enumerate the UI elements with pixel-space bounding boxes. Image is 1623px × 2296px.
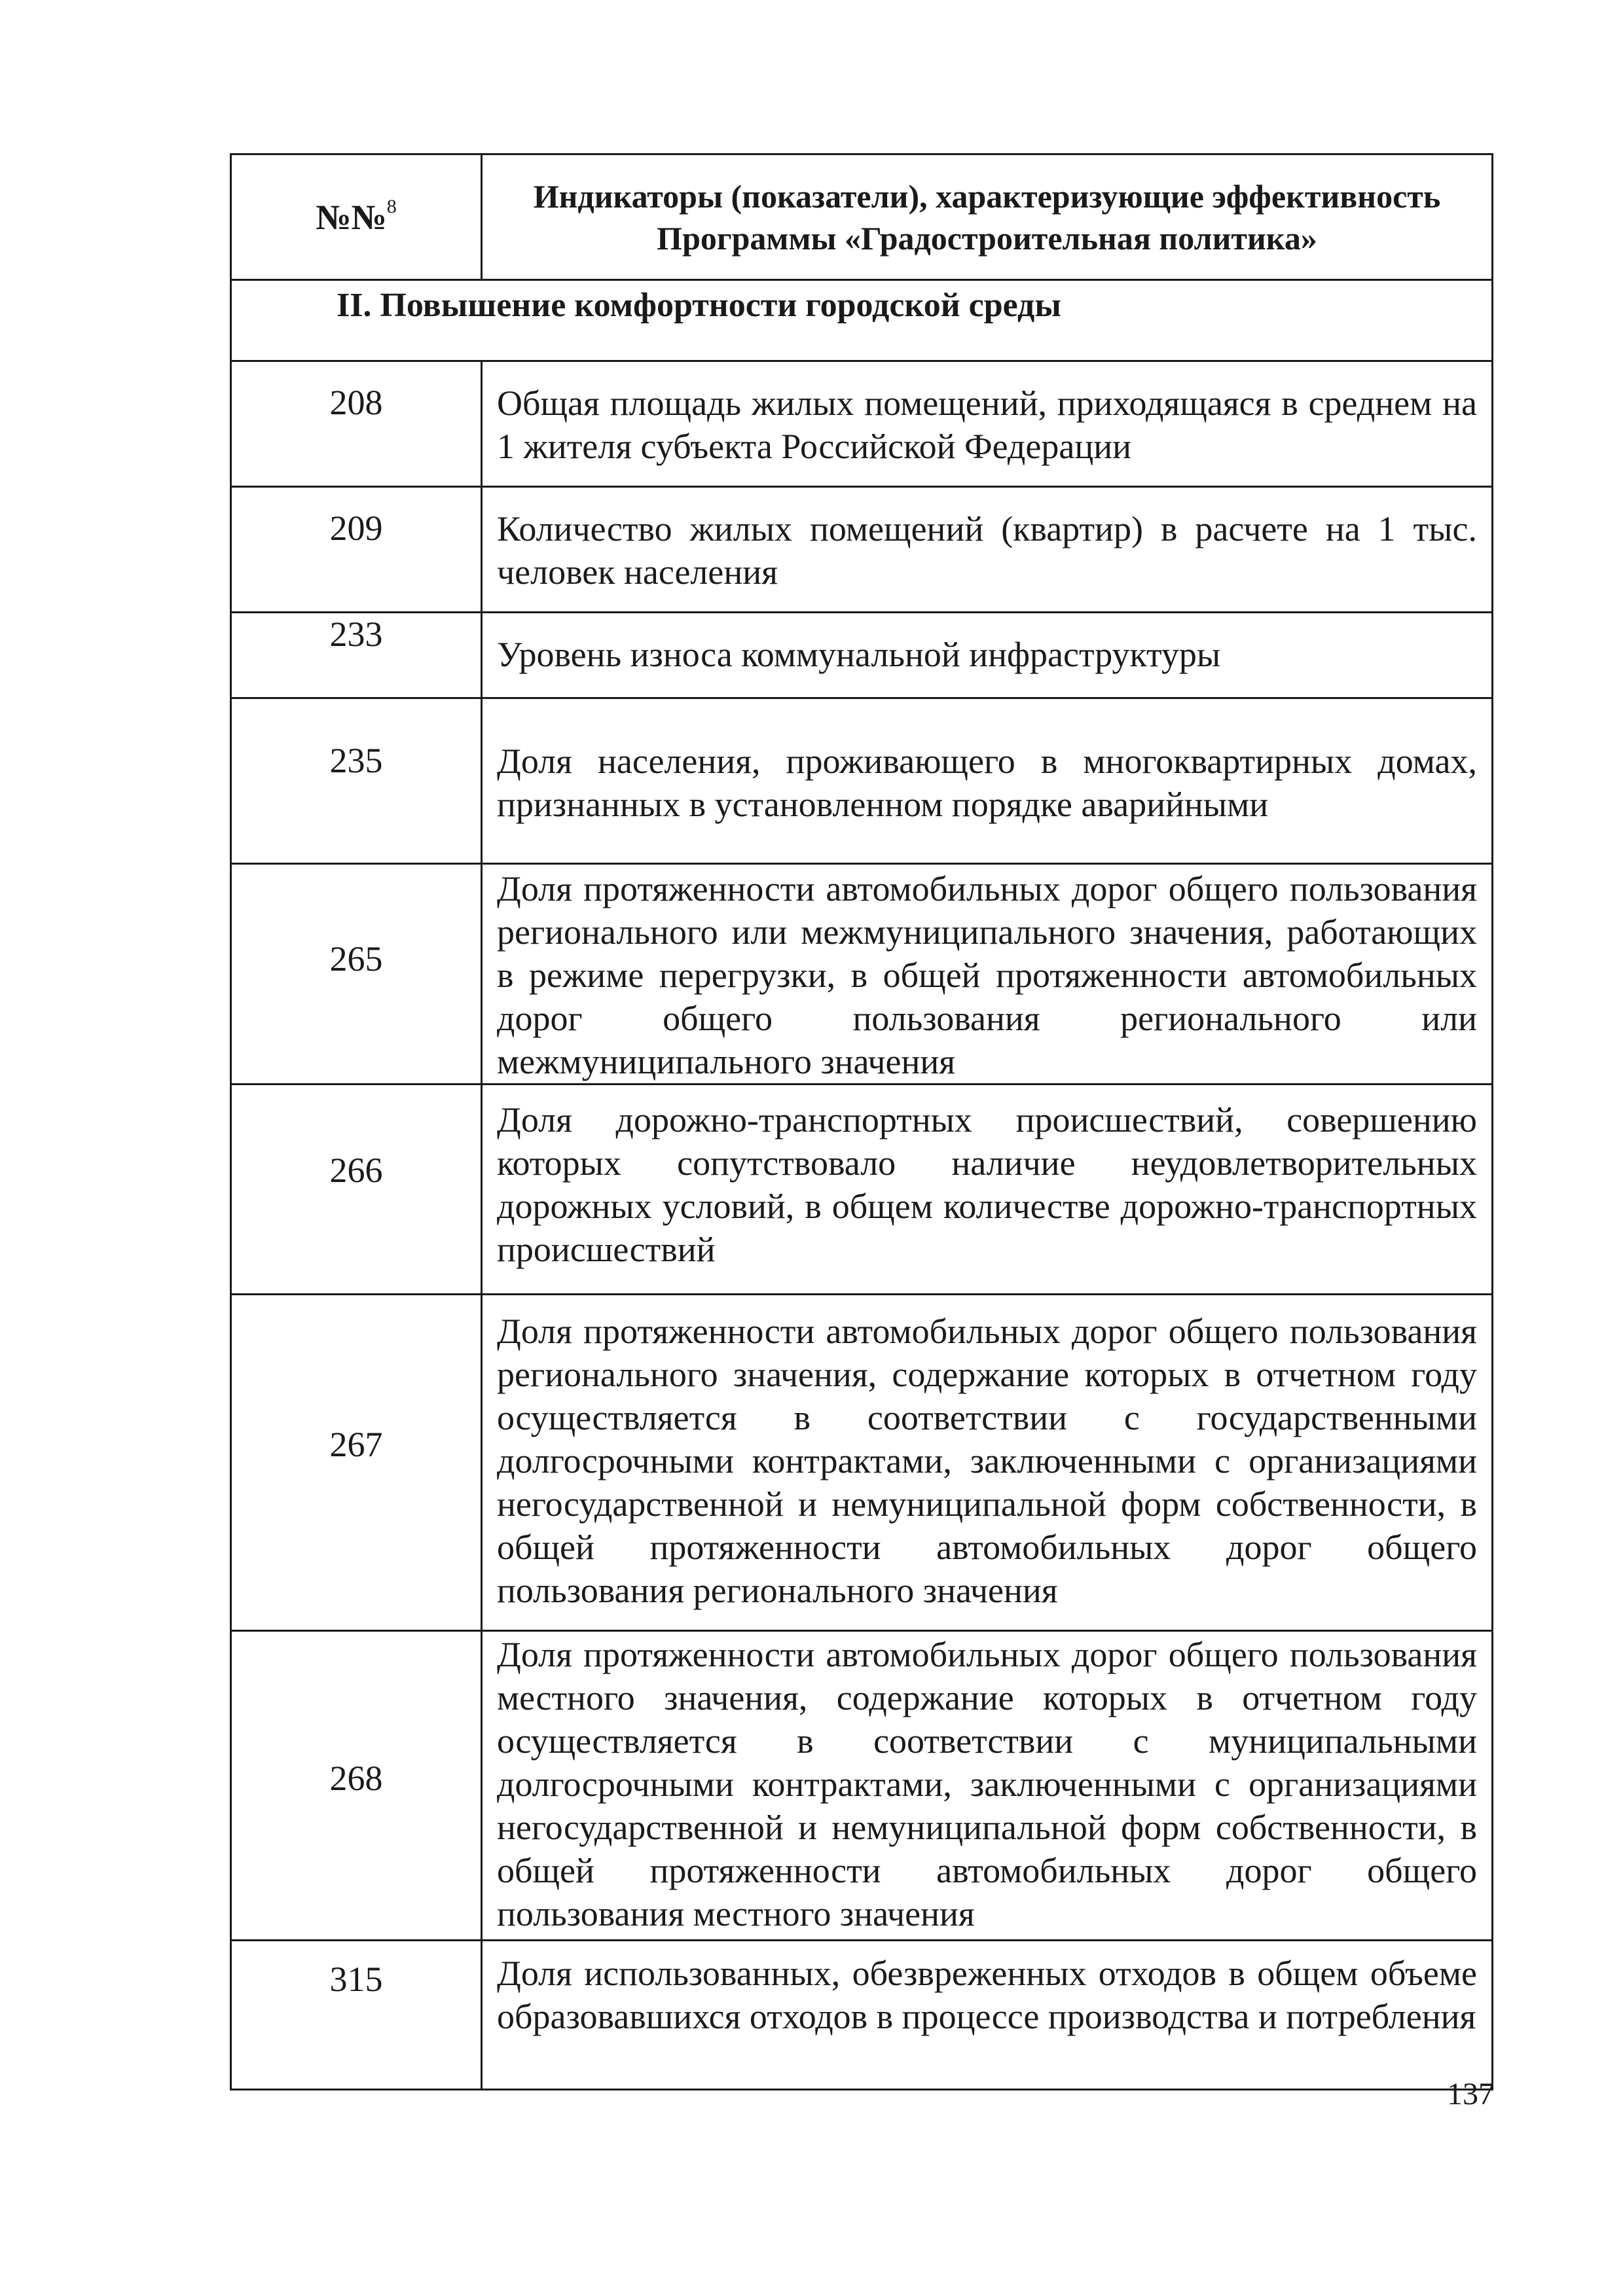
header-title: Индикаторы (показатели), характеризующие эффективность Программы «Градостроительная политика»	[533, 177, 1441, 257]
row-number: 315	[231, 1941, 482, 2090]
row-text: Количество жилых помещений (квартир) в расчете на 1 тыс. человек населения	[482, 487, 1493, 613]
row-number: 208	[231, 361, 482, 487]
section-row	[231, 280, 1493, 361]
row-text: Доля использованных, обезвреженных отходов в общем объеме образовавшихся отходов в процессе производства и потребления	[482, 1941, 1493, 2090]
row-number: 265	[231, 864, 482, 1085]
row-text: Общая площадь жилых помещений, приходящаяся в среднем на 1 жителя субъекта Российской Федерации	[482, 361, 1493, 487]
section-title: II. Повышение комфортности городской среды	[231, 280, 1493, 361]
page-number: 137	[1447, 2077, 1494, 2111]
row-number: 266	[231, 1085, 482, 1295]
row-text: Доля протяженности автомобильных дорог общего пользования местного значения, содержание которых в отчетном году осуществляется в соответствии с муниципальными долгосрочными контрактами, заключенными с организациями негосударственной и немуниципальной форм собственности, в общей протяженности автомобильных дорог общего пользования местного значения	[482, 1631, 1493, 1941]
indicators-table	[230, 153, 1493, 2090]
row-number: 209	[231, 487, 482, 613]
row-number: 267	[231, 1295, 482, 1631]
table-row	[231, 1941, 1493, 2090]
footnote-marker: 8	[386, 195, 397, 217]
row-number: 235	[231, 698, 482, 864]
row-number: 233	[231, 613, 482, 698]
table-row	[231, 613, 1493, 698]
table-header-row	[231, 154, 1493, 280]
table-row	[231, 698, 1493, 864]
row-text: Доля дорожно-транспортных происшествий, совершению которых сопутствовало наличие неудовлетворительных дорожных условий, в общем количестве дорожно-транспортных происшествий	[482, 1085, 1493, 1295]
row-number: 268	[231, 1631, 482, 1941]
table-row	[231, 1085, 1493, 1295]
table-row	[231, 864, 1493, 1085]
table-row	[231, 1295, 1493, 1631]
table-row	[231, 1631, 1493, 1941]
header-number-label: №№	[316, 197, 387, 237]
row-text: Доля протяженности автомобильных дорог общего пользования регионального или межмуниципального значения, работающих в режиме перегрузки, в общей протяженности автомобильных дорог общего пользования регионального или межмуниципального значения	[482, 864, 1493, 1085]
header-number-cell	[231, 154, 482, 280]
row-text: Доля протяженности автомобильных дорог общего пользования регионального значения, содержание которых в отчетном году осуществляется в соответствии с государственными долгосрочными контрактами, заключенными с организациями негосударственной и немуниципальной форм собственности, в общей протяженности автомобильных дорог общего пользования регионального значения	[482, 1295, 1493, 1631]
table-row	[231, 487, 1493, 613]
table-row	[231, 361, 1493, 487]
row-text: Уровень износа коммунальной инфраструктуры	[482, 613, 1493, 698]
header-title-cell	[482, 154, 1493, 280]
row-text: Доля населения, проживающего в многоквартирных домах, признанных в установленном порядке аварийными	[482, 698, 1493, 864]
